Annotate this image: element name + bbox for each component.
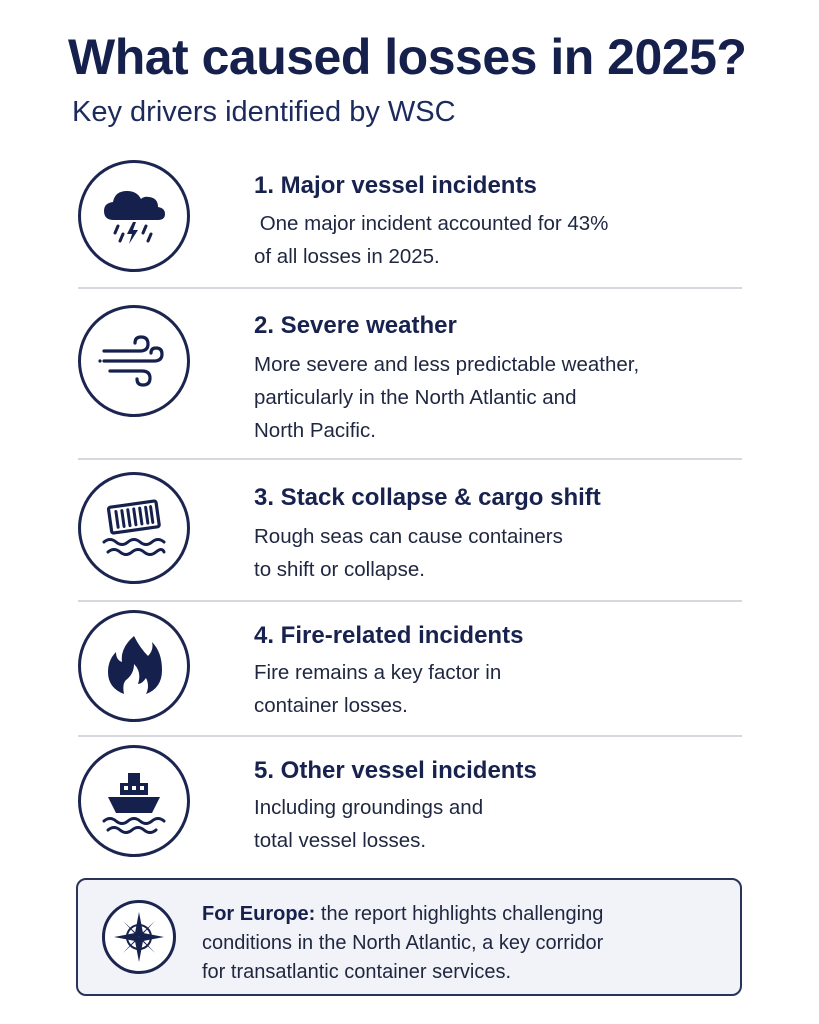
note-lead: For Europe: (202, 903, 316, 925)
divider (78, 458, 742, 460)
page-subtitle: Key drivers identified by WSC (72, 96, 456, 128)
item-description: Fire remains a key factor in container losses. (254, 661, 502, 717)
list-item (78, 160, 742, 280)
item-title: 2. Severe weather (254, 312, 457, 339)
compass-rose-icon (102, 900, 176, 974)
note-text: For Europe: the report highlights challenging conditions in the North Atlantic, a key corridor for transatlantic container services. (202, 903, 604, 983)
divider (78, 287, 742, 289)
ship-icon (78, 745, 190, 857)
item-description: One major incident accounted for 43% of all losses in 2025. (254, 212, 609, 268)
divider (78, 600, 742, 602)
list-item (78, 300, 742, 450)
item-title: 4. Fire-related incidents (254, 622, 524, 649)
list-item (78, 610, 742, 730)
item-description: Rough seas can cause containers to shift or collapse. (254, 525, 563, 581)
divider (78, 735, 742, 737)
wind-icon (78, 305, 190, 417)
item-title: 3. Stack collapse & cargo shift (254, 484, 601, 511)
container-waves-icon (78, 472, 190, 584)
storm-cloud-icon (78, 160, 190, 272)
page-title: What caused losses in 2025? (68, 29, 747, 85)
fire-icon (78, 610, 190, 722)
item-description: More severe and less predictable weather, particularly in the North Atlantic and North Pacific. (254, 353, 640, 442)
list-item (78, 745, 742, 865)
item-description: Including groundings and total vessel losses. (254, 796, 484, 852)
europe-note (76, 878, 742, 996)
item-title: 5. Other vessel incidents (254, 757, 537, 784)
list-item (78, 472, 742, 592)
item-title: 1. Major vessel incidents (254, 172, 537, 199)
